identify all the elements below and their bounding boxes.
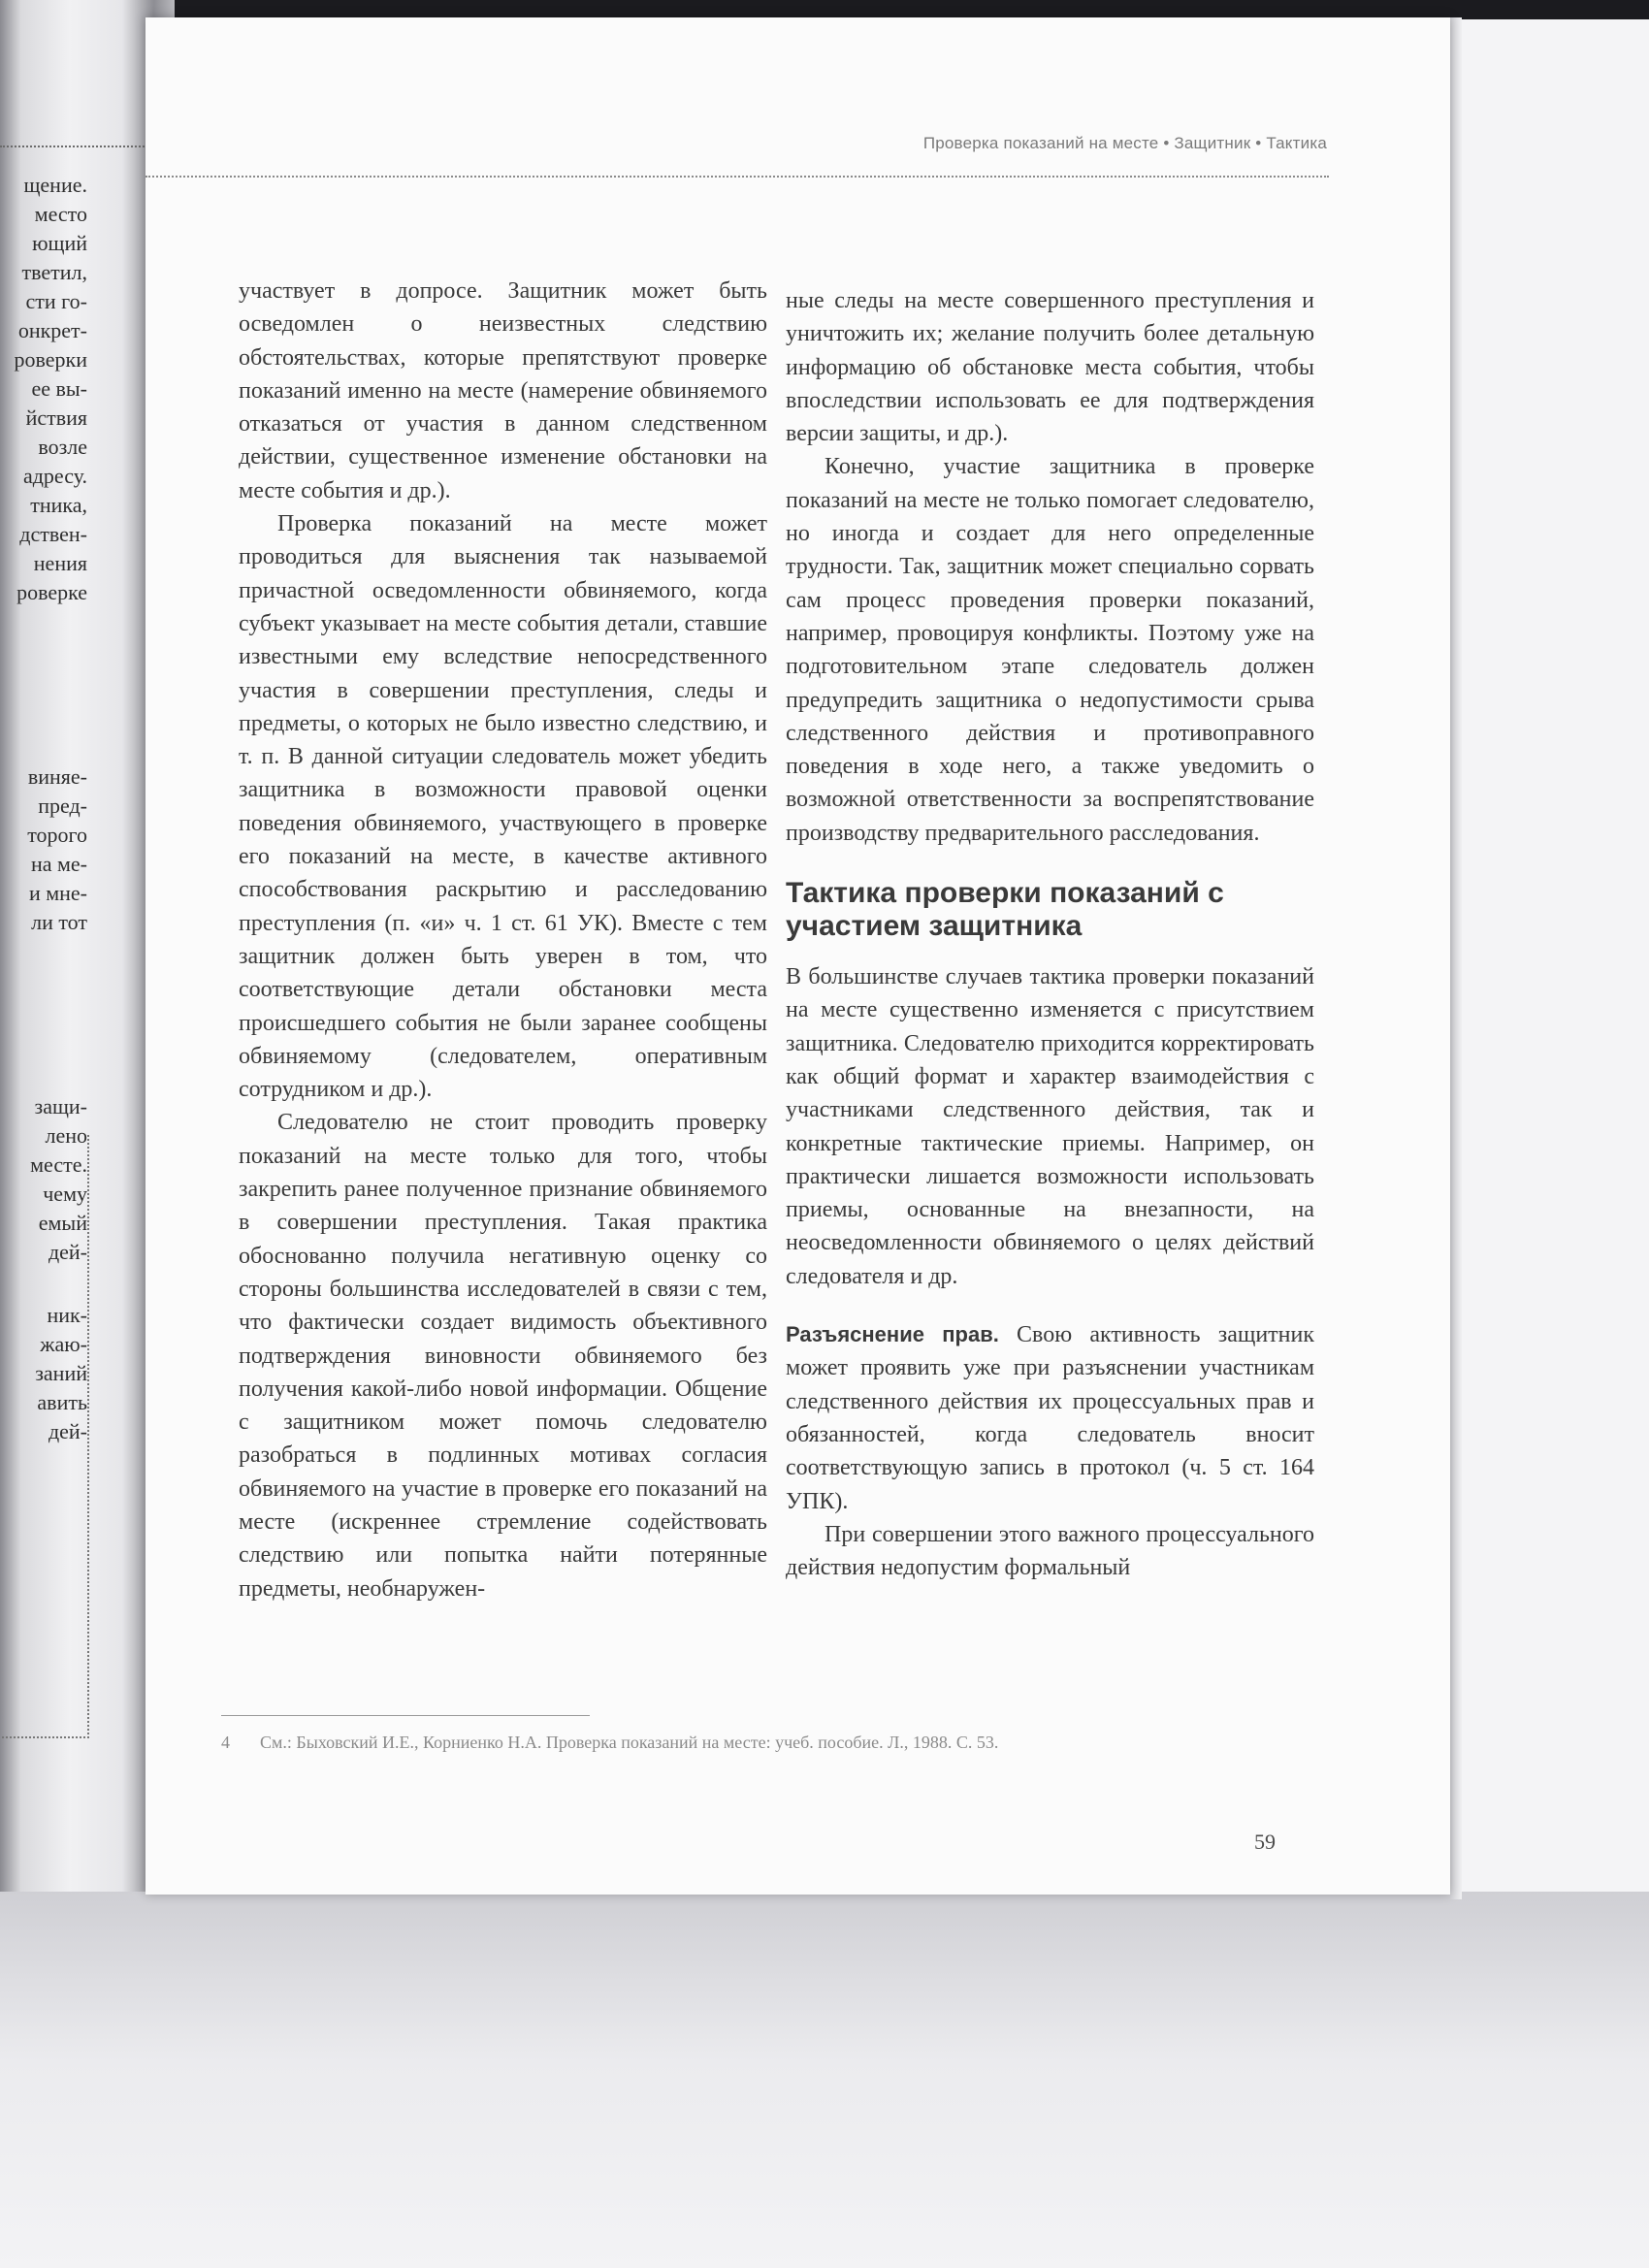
paragraph: Конечно, участие защитника в проверке показаний на месте не только помогает следователю, но иногда и создает для него определенные трудности. Так, защитник может специально сорвать сам процесс проведения проверки показаний, например, провоцируя конфликты. Поэтому уже на подготовительном этапе следователь должен предупредить защитника о недопустимости срыва следственного действия и противоправного поведения в ходе него, а также уведомить о возможной ответственности за воспрепятствование производству предварительного расследования. xyxy=(786,454,1314,846)
paragraph: участвует в допросе. Защитник может быть осведомлен о неизвестных следствию обстоятельствах, которые препятствуют проверке показаний именно на месте (намерение обвиняемого отказаться от участия в данном следственном действии, существенное изменение обстановки на месте события и др.). xyxy=(239,278,767,503)
left-page-fragment: адресу. xyxy=(22,464,87,488)
left-page-fragment: ющий xyxy=(32,231,87,255)
left-page-fragment: сти го- xyxy=(25,289,87,313)
paragraph: При совершении этого важного процессуального действия недопустим формальный xyxy=(786,1521,1314,1581)
left-page-fragment: место xyxy=(34,202,87,226)
footnote-number: 4 xyxy=(221,1733,230,1752)
footnote xyxy=(221,1733,998,1753)
section-title: Тактика проверки показаний с участием защитника xyxy=(786,877,1224,943)
left-page-fragment: тника, xyxy=(30,493,87,517)
left-page-dotted-box xyxy=(2,1135,89,1738)
left-page-fragment: возле xyxy=(38,435,87,459)
left-page-fragment: онкрет- xyxy=(17,318,87,342)
left-page-fragment: емый xyxy=(38,1211,87,1235)
left-page-fragment: щение. xyxy=(23,173,87,197)
left-page-fragment: заний xyxy=(35,1361,87,1385)
left-page-fragment: ник- xyxy=(47,1303,87,1327)
left-page-fragment: торого xyxy=(27,823,87,847)
left-page-fragment: дствен- xyxy=(19,522,87,546)
left-page-fragment: йствия xyxy=(25,405,87,430)
left-text-column xyxy=(239,275,767,1605)
left-page-fragment: ли тот xyxy=(31,910,87,934)
left-page-fragment: защи- xyxy=(34,1094,87,1118)
left-page-fragment: роверки xyxy=(14,347,87,372)
running-head: Проверка показаний на месте • Защитник • Тактика xyxy=(922,134,1327,152)
paragraph: В большинстве случаев тактика проверки показаний на месте существенно изменяется с присутствием защитника. Следователю приходится корректировать как общий формат и характер взаимодействия с участниками следственного действия, так и конкретные тактические приемы. Например, он практически лишается возможности использовать приемы, основанные на внезапности, на неосведомленности обвиняемого о целях действий следователя и др. xyxy=(786,964,1314,1289)
page-number: 59 xyxy=(1254,1830,1276,1854)
left-page-fragment: жаю- xyxy=(40,1332,87,1356)
footnote-text: См.: Быховский И.Е., Корниенко Н.А. Проверка показаний на месте: учеб. пособие. Л., 1988. С. 53. xyxy=(260,1733,999,1752)
left-page-fragment: тветил, xyxy=(21,260,87,284)
left-page-fragment: ее вы- xyxy=(31,376,87,401)
paragraph: ные следы на месте совершенного преступления и уничтожить их; желание получить более детальную информацию об обстановке места события, чтобы впоследствии использовать ее для подтверждения версии защиты, и др.). xyxy=(786,288,1314,447)
paragraph-with-subhead xyxy=(786,1318,1314,1518)
left-page-fragment: лено xyxy=(45,1123,87,1148)
left-page-fragment: авить xyxy=(37,1390,87,1414)
left-page-fragment: дей- xyxy=(48,1419,87,1443)
left-page-fragment: роверке xyxy=(16,580,87,604)
subhead: Разъяснение прав. xyxy=(786,1322,999,1347)
book-page xyxy=(146,17,1450,1895)
left-page-fragment: на ме- xyxy=(30,852,87,876)
left-page-fragment: дей- xyxy=(48,1240,87,1264)
left-page-fragment: чему xyxy=(43,1182,87,1206)
page-edge xyxy=(1450,17,1462,1899)
left-page-fragment: и мне- xyxy=(28,881,87,905)
left-page-fragment: месте. xyxy=(30,1152,87,1177)
left-page-fragment: нения xyxy=(33,551,87,575)
paragraph-text: Свою активность защитник может проявить уже при разъяснении участникам следственного действия их процессуальных прав и обязанностей, когда следователь вносит соответствующую запись в протокол (ч. 5 ст. 164 УПК). xyxy=(786,1322,1314,1514)
scanner-bottom-area xyxy=(0,1892,1649,2268)
paragraph: Следователю не стоит проводить проверку показаний на месте только для того, чтобы закрепить ранее полученное признание обвиняемого в совершении преступления. Такая практика обоснованно получила негативную оценку со стороны большинства исследователей в связи с тем, что фактически создает видимость объективного подтверждения виновности обвиняемого без получения какой-либо новой информации. Общение с защитником может помочь следователю разобраться в подлинных мотивах согласия обвиняемого на участие в проверке его показаний на месте (искреннее стремление содействовать следствию или попытка найти потерянные предметы, необнаружен- xyxy=(239,1110,767,1602)
running-head-rule xyxy=(146,176,1329,178)
left-page-fragment: пред- xyxy=(38,794,87,818)
right-text-column xyxy=(786,284,1314,1584)
left-page-fragment: виняе- xyxy=(27,764,87,789)
scanner-top-edge xyxy=(0,0,1649,19)
footnote-rule xyxy=(221,1715,590,1716)
paragraph: Проверка показаний на месте может проводиться для выяснения так называемой причастной осведомленности обвиняемого, когда субъект указывает на месте события детали, ставшие известными ему вследствие непосредственного участия в совершении преступления, следы и предметы, о которых не было известно следствию, и т. п. В данной ситуации следователь может убедить защитника в возможности правовой оценки поведения обвиняемого, участвующего в проверке его показаний на месте, в качестве активного способствования раскрытию и расследованию преступления (п. «и» ч. 1 ст. 61 УК). Вместе с тем защитник должен быть уверен в том, что соответствующие детали обстановки места происшедшего события не были заранее сообщены обвиняемому (следователем, оперативным сотрудником и др.). xyxy=(239,511,767,1103)
